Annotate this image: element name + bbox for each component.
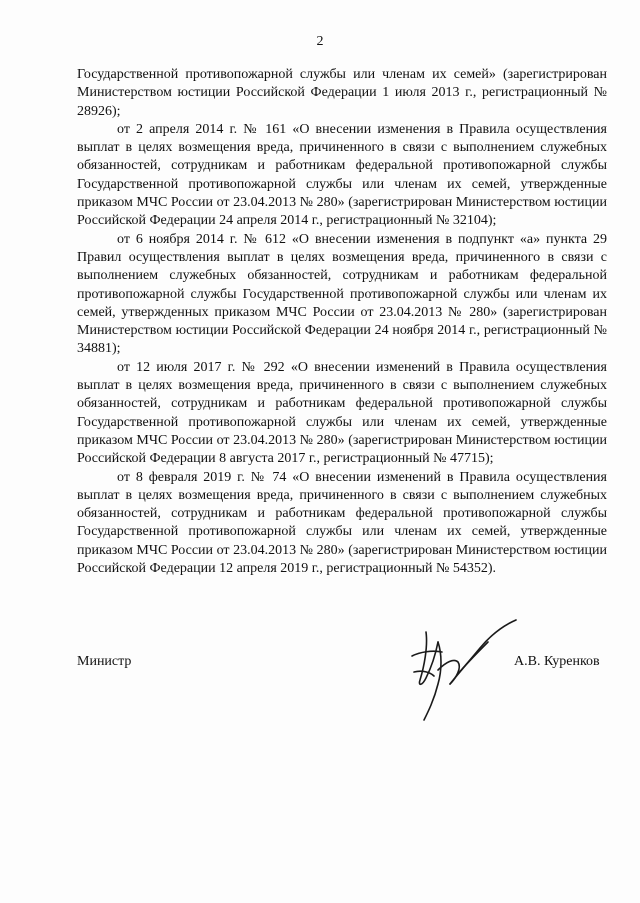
paragraph-4: от 12 июля 2017 г. № 292 «О внесении изменений в Правила осуществления выплат в целях возмещения вреда, причиненного в связи с выполнением служебных обязанностей, сотрудникам и работникам федеральной противопожарной службы Государственной противопожарной службы или членам их семей, утвержденные приказом МЧС России от 23.04.2013 № 280» (зарегистрирован Министерством юстиции Российской Федерации 8 августа 2017 г., регистрационный № 47715); [77, 359, 607, 467]
signatory-title: Министр [77, 654, 132, 669]
paragraph-2: от 2 апреля 2014 г. № 161 «О внесении изменения в Правила осуществления выплат в целях возмещения вреда, причиненного в связи с выполнением служебных обязанностей, сотрудникам и работникам федеральной противопожарной службы Государственной противопожарной службы или членам их семей, утвержденные приказом МЧС России от 23.04.2013 № 280» (зарегистрирован Министерством юстиции Российской Федерации 24 апреля 2014 г., регистрационный № 32104); [77, 121, 607, 229]
paragraph-1: Государственной противопожарной службы или членам их семей» (зарегистрирован Министерством юстиции Российской Федерации 1 июля 2013 г., регистрационный № 28926); [77, 67, 607, 119]
document-body [77, 66, 607, 578]
paragraph-3: от 6 ноября 2014 г. № 612 «О внесении изменения в подпункт «а» пункта 29 Правил осуществления выплат в целях возмещения вреда, причиненного в связи с выполнением служебных обязанностей, сотрудникам и работникам федеральной противопожарной службы Государственной противопожарной службы или членам их семей, утвержденных приказом МЧС России от 23.04.2013 № 280» (зарегистрирован Министерством юстиции Российской Федерации 24 ноября 2014 г., регистрационный № 34881); [77, 231, 607, 357]
page-number: 2 [316, 34, 324, 49]
paragraph-5: от 8 февраля 2019 г. № 74 «О внесении изменений в Правила осуществления выплат в целях возмещения вреда, причиненного в связи с выполнением служебных обязанностей, сотрудникам и работникам федеральной противопожарной службы Государственной противопожарной службы или членам их семей, утвержденные приказом МЧС России от 23.04.2013 № 280» (зарегистрирован Министерством юстиции Российской Федерации 12 апреля 2019 г., регистрационный № 54352). [77, 469, 607, 577]
handwritten-signature-icon [398, 612, 528, 727]
signature-drawing [398, 612, 528, 727]
signatory-name: А.В. Куренков [514, 654, 600, 669]
